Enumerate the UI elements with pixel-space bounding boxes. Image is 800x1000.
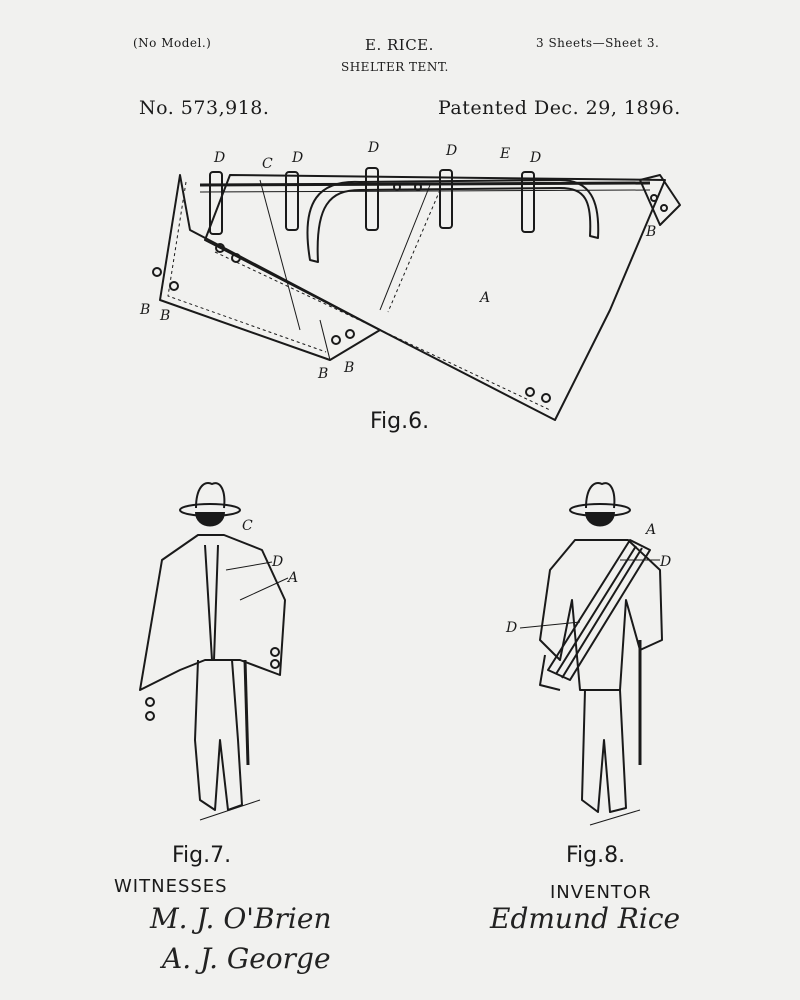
witness-signature-1: M. J. O'Brien xyxy=(150,902,332,935)
label-b-3: B xyxy=(160,308,171,324)
label-a-fig8: A xyxy=(646,522,657,538)
label-b-2: B xyxy=(140,302,151,318)
label-d-1: D xyxy=(214,150,226,166)
fig6-tent-drawing xyxy=(153,168,680,420)
label-d-2: D xyxy=(292,150,304,166)
label-b-5: B xyxy=(344,360,355,376)
inventor-label: INVENTOR xyxy=(550,882,652,903)
label-d-5: D xyxy=(530,150,542,166)
label-d-fig8-1: D xyxy=(660,554,672,570)
label-d-fig7: D xyxy=(272,554,284,570)
fig8-caption: Fig.8. xyxy=(566,843,626,868)
label-a-fig7: A xyxy=(288,570,299,586)
witness-signature-2: A. J. George xyxy=(162,942,331,975)
fig7-caption: Fig.7. xyxy=(172,843,232,868)
patent-date: Patented Dec. 29, 1896. xyxy=(438,97,681,119)
fig7-soldier-drawing xyxy=(140,483,285,820)
inventor-name: E. RICE. xyxy=(365,36,434,54)
patent-title: SHELTER TENT. xyxy=(341,60,449,74)
label-e: E xyxy=(500,146,511,162)
fig8-soldier-drawing xyxy=(540,483,662,825)
patent-number: No. 573,918. xyxy=(139,97,270,119)
label-b-1: B xyxy=(646,224,657,240)
sheet-count: 3 Sheets—Sheet 3. xyxy=(536,36,660,50)
label-d-3: D xyxy=(368,140,380,156)
no-model-note: (No Model.) xyxy=(133,36,212,50)
label-a-fig6: A xyxy=(480,290,491,306)
label-b-4: B xyxy=(318,366,329,382)
witnesses-label: WITNESSES xyxy=(114,876,228,897)
label-c-fig7: C xyxy=(242,518,253,534)
label-c: C xyxy=(262,156,273,172)
label-d-fig8-2: D xyxy=(506,620,518,636)
fig6-caption: Fig.6. xyxy=(370,409,430,434)
label-d-4: D xyxy=(446,143,458,159)
inventor-signature: Edmund Rice xyxy=(490,902,681,935)
